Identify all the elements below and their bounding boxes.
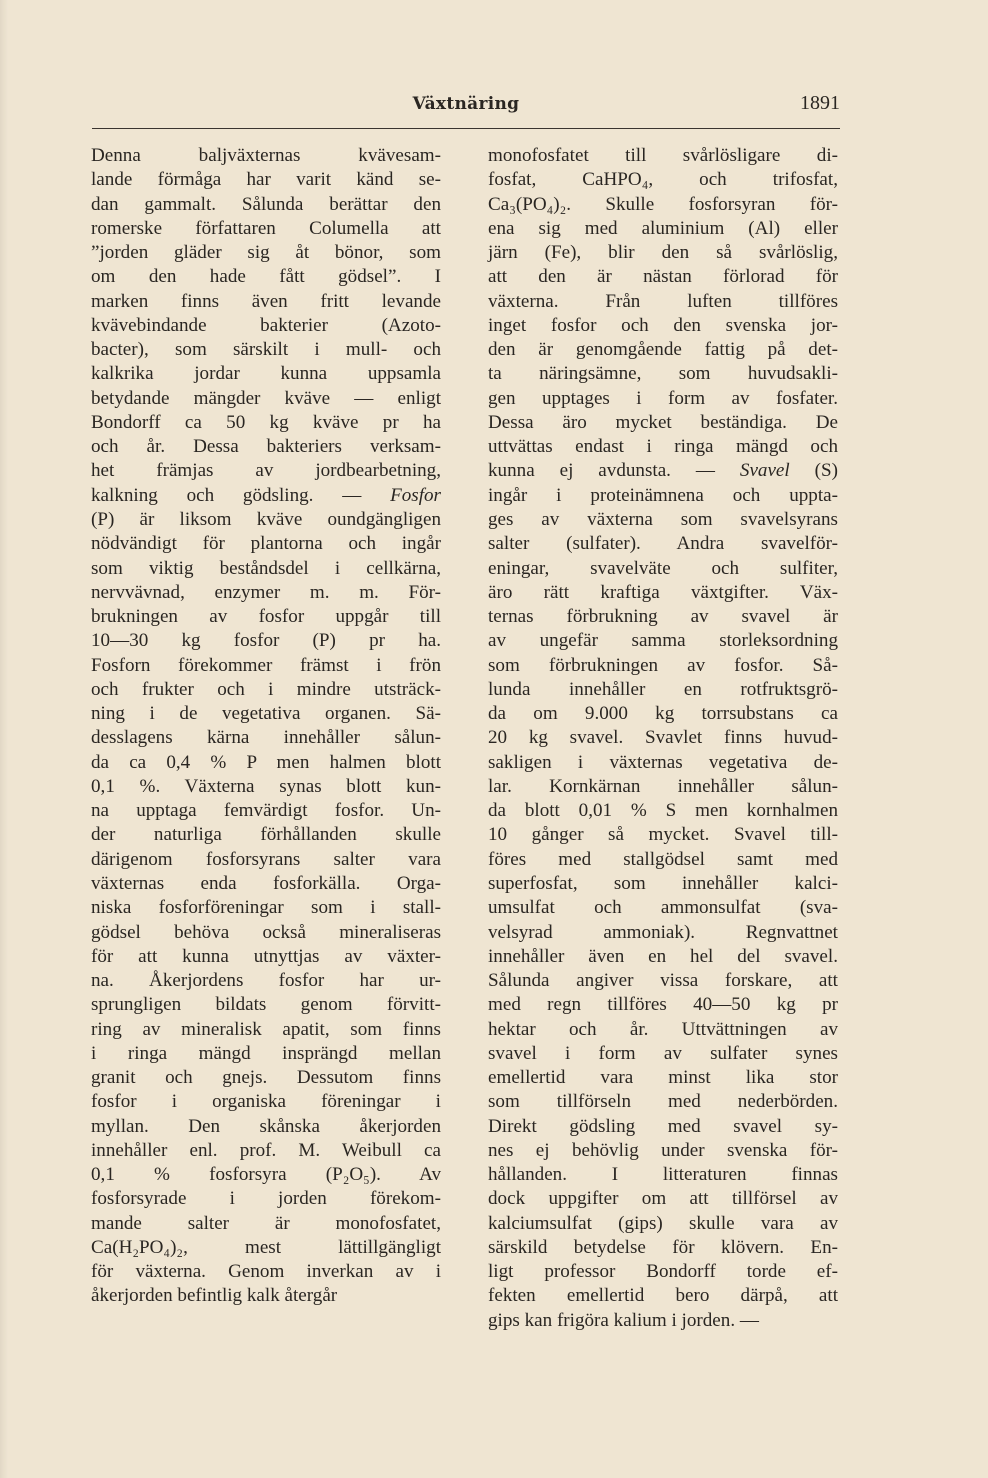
- italic-term: Svavel: [739, 460, 790, 482]
- text-line: ning i de vegetativa organen. Sä-: [91, 703, 441, 725]
- text-line: ring av mineralisk apatit, som finns: [91, 1018, 441, 1040]
- text-line: Ca₃(PO₄)₂. Skulle fosforsyran för-: [488, 193, 838, 215]
- element-symbol: (S): [814, 460, 838, 482]
- text-line: uttvättas endast i ringa mängd och: [488, 436, 838, 458]
- text-line: och frukter och i mindre utsträck-: [91, 678, 441, 700]
- text-line: 10 gånger så mycket. Svavel till-: [488, 824, 838, 846]
- text-line: umsulfat och ammonsulfat (sva-: [488, 897, 838, 919]
- text-line: växterna. Från luften tillföres: [488, 290, 838, 312]
- text-line: superfosfat, som innehåller kalci-: [488, 872, 838, 894]
- text-line: kvävebindande bakterier (Azoto-: [91, 314, 441, 336]
- text-line: hållanden. I litteraturen finnas: [488, 1164, 838, 1186]
- text-line: kalkrika jordar kunna uppsamla: [91, 363, 441, 385]
- page-edge-shadow: [0, 0, 8, 1478]
- text-line: da om 9.000 kg torrsubstans ca: [488, 703, 838, 725]
- text-line: av ungefär samma storleksordning: [488, 630, 838, 652]
- text-line: 20 kg svavel. Svavlet finns huvud-: [488, 727, 838, 749]
- text-line: särskild betydelse för klövern. En-: [488, 1236, 838, 1258]
- text-line: ingår i proteinämnena och uppta-: [488, 484, 838, 506]
- text-line: sprungligen bildats genom förvitt-: [91, 994, 441, 1016]
- text-line: om den hade fått gödsel”. I: [91, 266, 441, 288]
- text-line: kalciumsulfat (gips) skulle vara av: [488, 1212, 838, 1234]
- text-line: ”jorden gläder sig åt bönor, som: [91, 242, 441, 264]
- text-line: Dessa äro mycket beständiga. De: [488, 411, 838, 433]
- text-line: velsyrad ammoniak). Regnvattnet: [488, 921, 838, 943]
- text-line: fosfat, CaHPO₄, och trifosfat,: [488, 169, 838, 191]
- italic-term: Fosfor: [390, 484, 441, 506]
- text-line: hektar och år. Uttvättningen av: [488, 1018, 838, 1040]
- text-line: ternas förbrukning av svavel är: [488, 606, 838, 628]
- text-line: svavel i form av sulfater synes: [488, 1042, 838, 1064]
- text-line: innehåller även en hel del svavel.: [488, 945, 838, 967]
- text-line: föres med stallgödsel samt med: [488, 848, 838, 870]
- text-line: myllan. Den skånska åkerjorden: [91, 1115, 441, 1137]
- text-line: som viktig beståndsdel i cellkärna,: [91, 557, 441, 579]
- text-line: da ca 0,4 % P men halmen blott: [91, 751, 441, 773]
- text-line: åkerjorden befintlig kalk återgår: [91, 1285, 338, 1307]
- text-line: nödvändigt för plantorna och ingår: [91, 533, 441, 555]
- text-line: inget fosfor och den svenska jor-: [488, 314, 838, 336]
- text-line: dan gammalt. Sålunda berättar den: [91, 193, 441, 215]
- text-line: fosfor i organiska föreningar i: [91, 1091, 441, 1113]
- text-line: brukningen av fosfor uppgår till: [91, 606, 441, 628]
- text-line: niska fosforföreningar som i stall-: [91, 897, 441, 919]
- text-line: na. Åkerjordens fosfor har ur-: [91, 970, 441, 992]
- text-line: dock uppgifter om att tillförsel av: [488, 1188, 838, 1210]
- text-line: växternas enda fosforkälla. Orga-: [91, 872, 441, 894]
- text-line: ta näringsämne, som huvudsakli-: [488, 363, 838, 385]
- left-text-column: [91, 144, 441, 1309]
- text-line: gödsel behöva också mineraliseras: [91, 921, 441, 943]
- text-line: (P) är liksom kväve oundgängligen: [91, 508, 441, 530]
- text-line: med regn tillföres 40—50 kg pr: [488, 994, 838, 1016]
- text-line: Direkt gödsling med svavel sy-: [488, 1115, 838, 1137]
- text-line: salter (sulfater). Andra svavelför-: [488, 533, 838, 555]
- text-line: desslagens kärna innehåller sålun-: [91, 727, 441, 749]
- text-line: monofosfatet till svårlösligare di-: [488, 145, 838, 166]
- text-line: ena sig med aluminium (Al) eller: [488, 217, 838, 239]
- text-line: Ca(H₂PO₄)₂, mest lättillgängligt: [91, 1236, 441, 1258]
- text-line: järn (Fe), blir den så svårlöslig,: [488, 242, 838, 264]
- text-line: fosforsyrade i jorden förekom-: [91, 1188, 441, 1210]
- text-line: mande salter är monofosfatet,: [91, 1212, 441, 1234]
- text-line: Fosforn förekommer främst i frön: [91, 654, 441, 676]
- text-line: 0,1 %. Växterna synas blott kun-: [91, 775, 441, 797]
- text-line: da blott 0,01 % S men kornhalmen: [488, 800, 838, 822]
- text-line: sakligen i växternas vegetativa de-: [488, 751, 838, 773]
- text-line: som tillförseln med nederbörden.: [488, 1091, 838, 1113]
- text-line: het främjas av jordbearbetning,: [91, 460, 441, 482]
- right-text-column: [488, 144, 838, 1333]
- text-line: emellertid vara minst lika stor: [488, 1067, 838, 1089]
- text-line: därigenom fosforsyrans salter vara: [91, 848, 441, 870]
- text-line: i ringa mängd insprängd mellan: [91, 1042, 441, 1064]
- text-line: na upptaga femvärdigt fosfor. Un-: [91, 800, 441, 822]
- text-line: romerske författaren Columella att: [91, 217, 441, 239]
- text-line: äro rätt kraftiga växtgifter. Väx-: [488, 581, 838, 603]
- text-line: lunda innehåller en rotfruktsgrö-: [488, 678, 838, 700]
- text-line: nervvävnad, enzymer m. m. För-: [91, 581, 441, 603]
- text-line: Denna baljväxternas kvävesam-: [91, 145, 441, 166]
- text-line: der naturliga förhållanden skulle: [91, 824, 441, 846]
- page-header: [92, 92, 840, 129]
- text-line: kunna ej avdunsta. — Svavel (S): [488, 460, 838, 482]
- text-line: lande förmåga har varit känd se-: [91, 169, 441, 191]
- text-line: ligt professor Bondorff torde ef-: [488, 1261, 838, 1283]
- text-line: lar. Kornkärnan innehåller sålun-: [488, 775, 838, 797]
- text-line: den är genomgående fattig på det-: [488, 339, 838, 361]
- text-line: innehåller enl. prof. M. Weibull ca: [91, 1139, 441, 1161]
- text-line: Sålunda angiver vissa forskare, att: [488, 970, 838, 992]
- text-line: kalkning och gödsling. — Fosfor: [91, 484, 441, 506]
- text-line: för att kunna utnyttjas av växter-: [91, 945, 441, 967]
- text-line: Bondorff ca 50 kg kväve pr ha: [91, 411, 441, 433]
- text-line: gips kan frigöra kalium i jorden. —: [488, 1309, 759, 1331]
- text-line: eningar, svavelväte och sulfiter,: [488, 557, 838, 579]
- text-line: nes ej behövlig under svenska för-: [488, 1139, 838, 1161]
- text-line: gen upptages i form av fosfater.: [488, 387, 838, 409]
- text-line: som förbrukningen av fosfor. Så-: [488, 654, 838, 676]
- text-line: marken finns även fritt levande: [91, 290, 441, 312]
- text-line: och år. Dessa bakteriers verksam-: [91, 436, 441, 458]
- text-line: betydande mängder kväve — enligt: [91, 387, 441, 409]
- text-line: att den är nästan förlorad för: [488, 266, 838, 288]
- text-line: ges av växterna som svavelsyrans: [488, 508, 838, 530]
- page-number: 1891: [800, 92, 840, 114]
- running-title: Växtnäring: [412, 94, 520, 114]
- text-line: för växterna. Genom inverkan av i: [91, 1261, 441, 1283]
- text-line: bacter), som särskilt i mull- och: [91, 339, 441, 361]
- text-line: fekten emellertid bero därpå, att: [488, 1285, 838, 1307]
- text-line: 10—30 kg fosfor (P) pr ha.: [91, 630, 441, 652]
- text-line: granit och gnejs. Dessutom finns: [91, 1067, 441, 1089]
- text-line: 0,1 % fosforsyra (P₂O₅). Av: [91, 1164, 441, 1186]
